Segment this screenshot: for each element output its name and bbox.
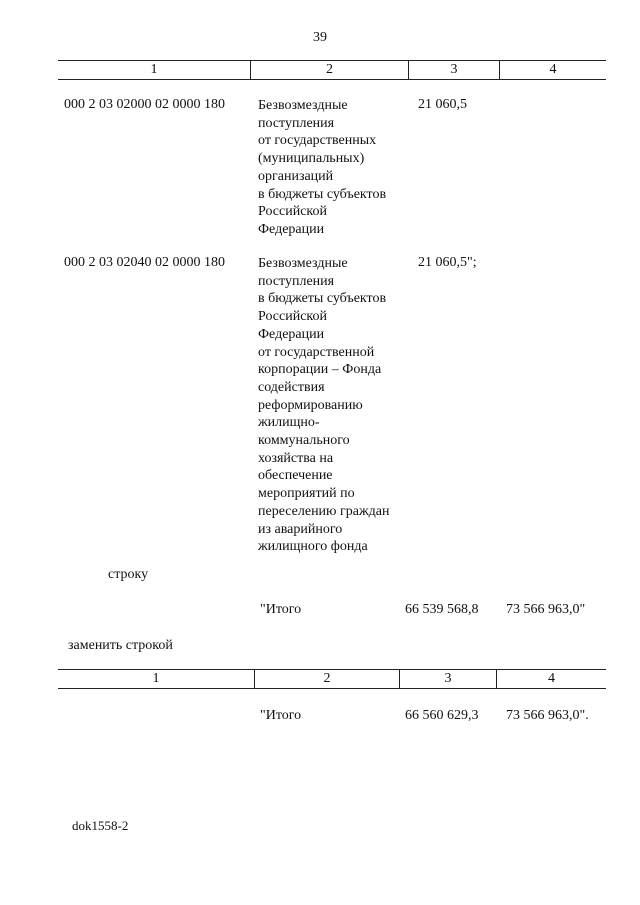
row2-value: 21 060,5"; [418, 255, 477, 270]
row1-value: 21 060,5 [418, 97, 467, 112]
old-total-label: "Итого [260, 602, 302, 617]
old-total-col3: 66 539 568,8 [405, 602, 479, 617]
new-total-col4: 73 566 963,0". [506, 708, 589, 723]
new-total-col3: 66 560 629,3 [405, 708, 479, 723]
row2-description: Безвозмездные поступления в бюджеты субъектов Российской Федерации от государственной корпорации – Фонда содействия реформированию жилищно- коммунального хозяйства на обеспечение мероприятий по переселению граждан из аварийного жилищного фонда [258, 256, 390, 555]
row2-code: 000 2 03 02040 02 0000 180 [64, 255, 225, 270]
header-col-3: 3 [444, 671, 452, 686]
line-word: строку [108, 567, 149, 582]
old-total-col4: 73 566 963,0" [506, 602, 586, 617]
replace-instruction: заменить строкой [68, 638, 173, 653]
row1-code: 000 2 03 02000 02 0000 180 [64, 97, 225, 112]
header-col-1: 1 [150, 62, 158, 77]
header-col-3: 3 [450, 62, 458, 77]
header-col-2: 2 [326, 62, 333, 77]
header-col-1: 1 [152, 671, 160, 686]
header-col-2: 2 [323, 671, 331, 686]
new-total-label: "Итого [260, 708, 302, 723]
header-col-4: 4 [549, 62, 557, 77]
document-reference: dok1558-2 [72, 818, 129, 833]
header-col-4: 4 [548, 671, 555, 686]
table-header-row [58, 669, 606, 689]
row1-description: Безвозмездные поступления от государственных (муниципальных) организаций в бюджеты субъектов Российской Федерации [258, 98, 387, 237]
page-number: 39 [313, 30, 327, 45]
table-header-row [58, 60, 606, 80]
